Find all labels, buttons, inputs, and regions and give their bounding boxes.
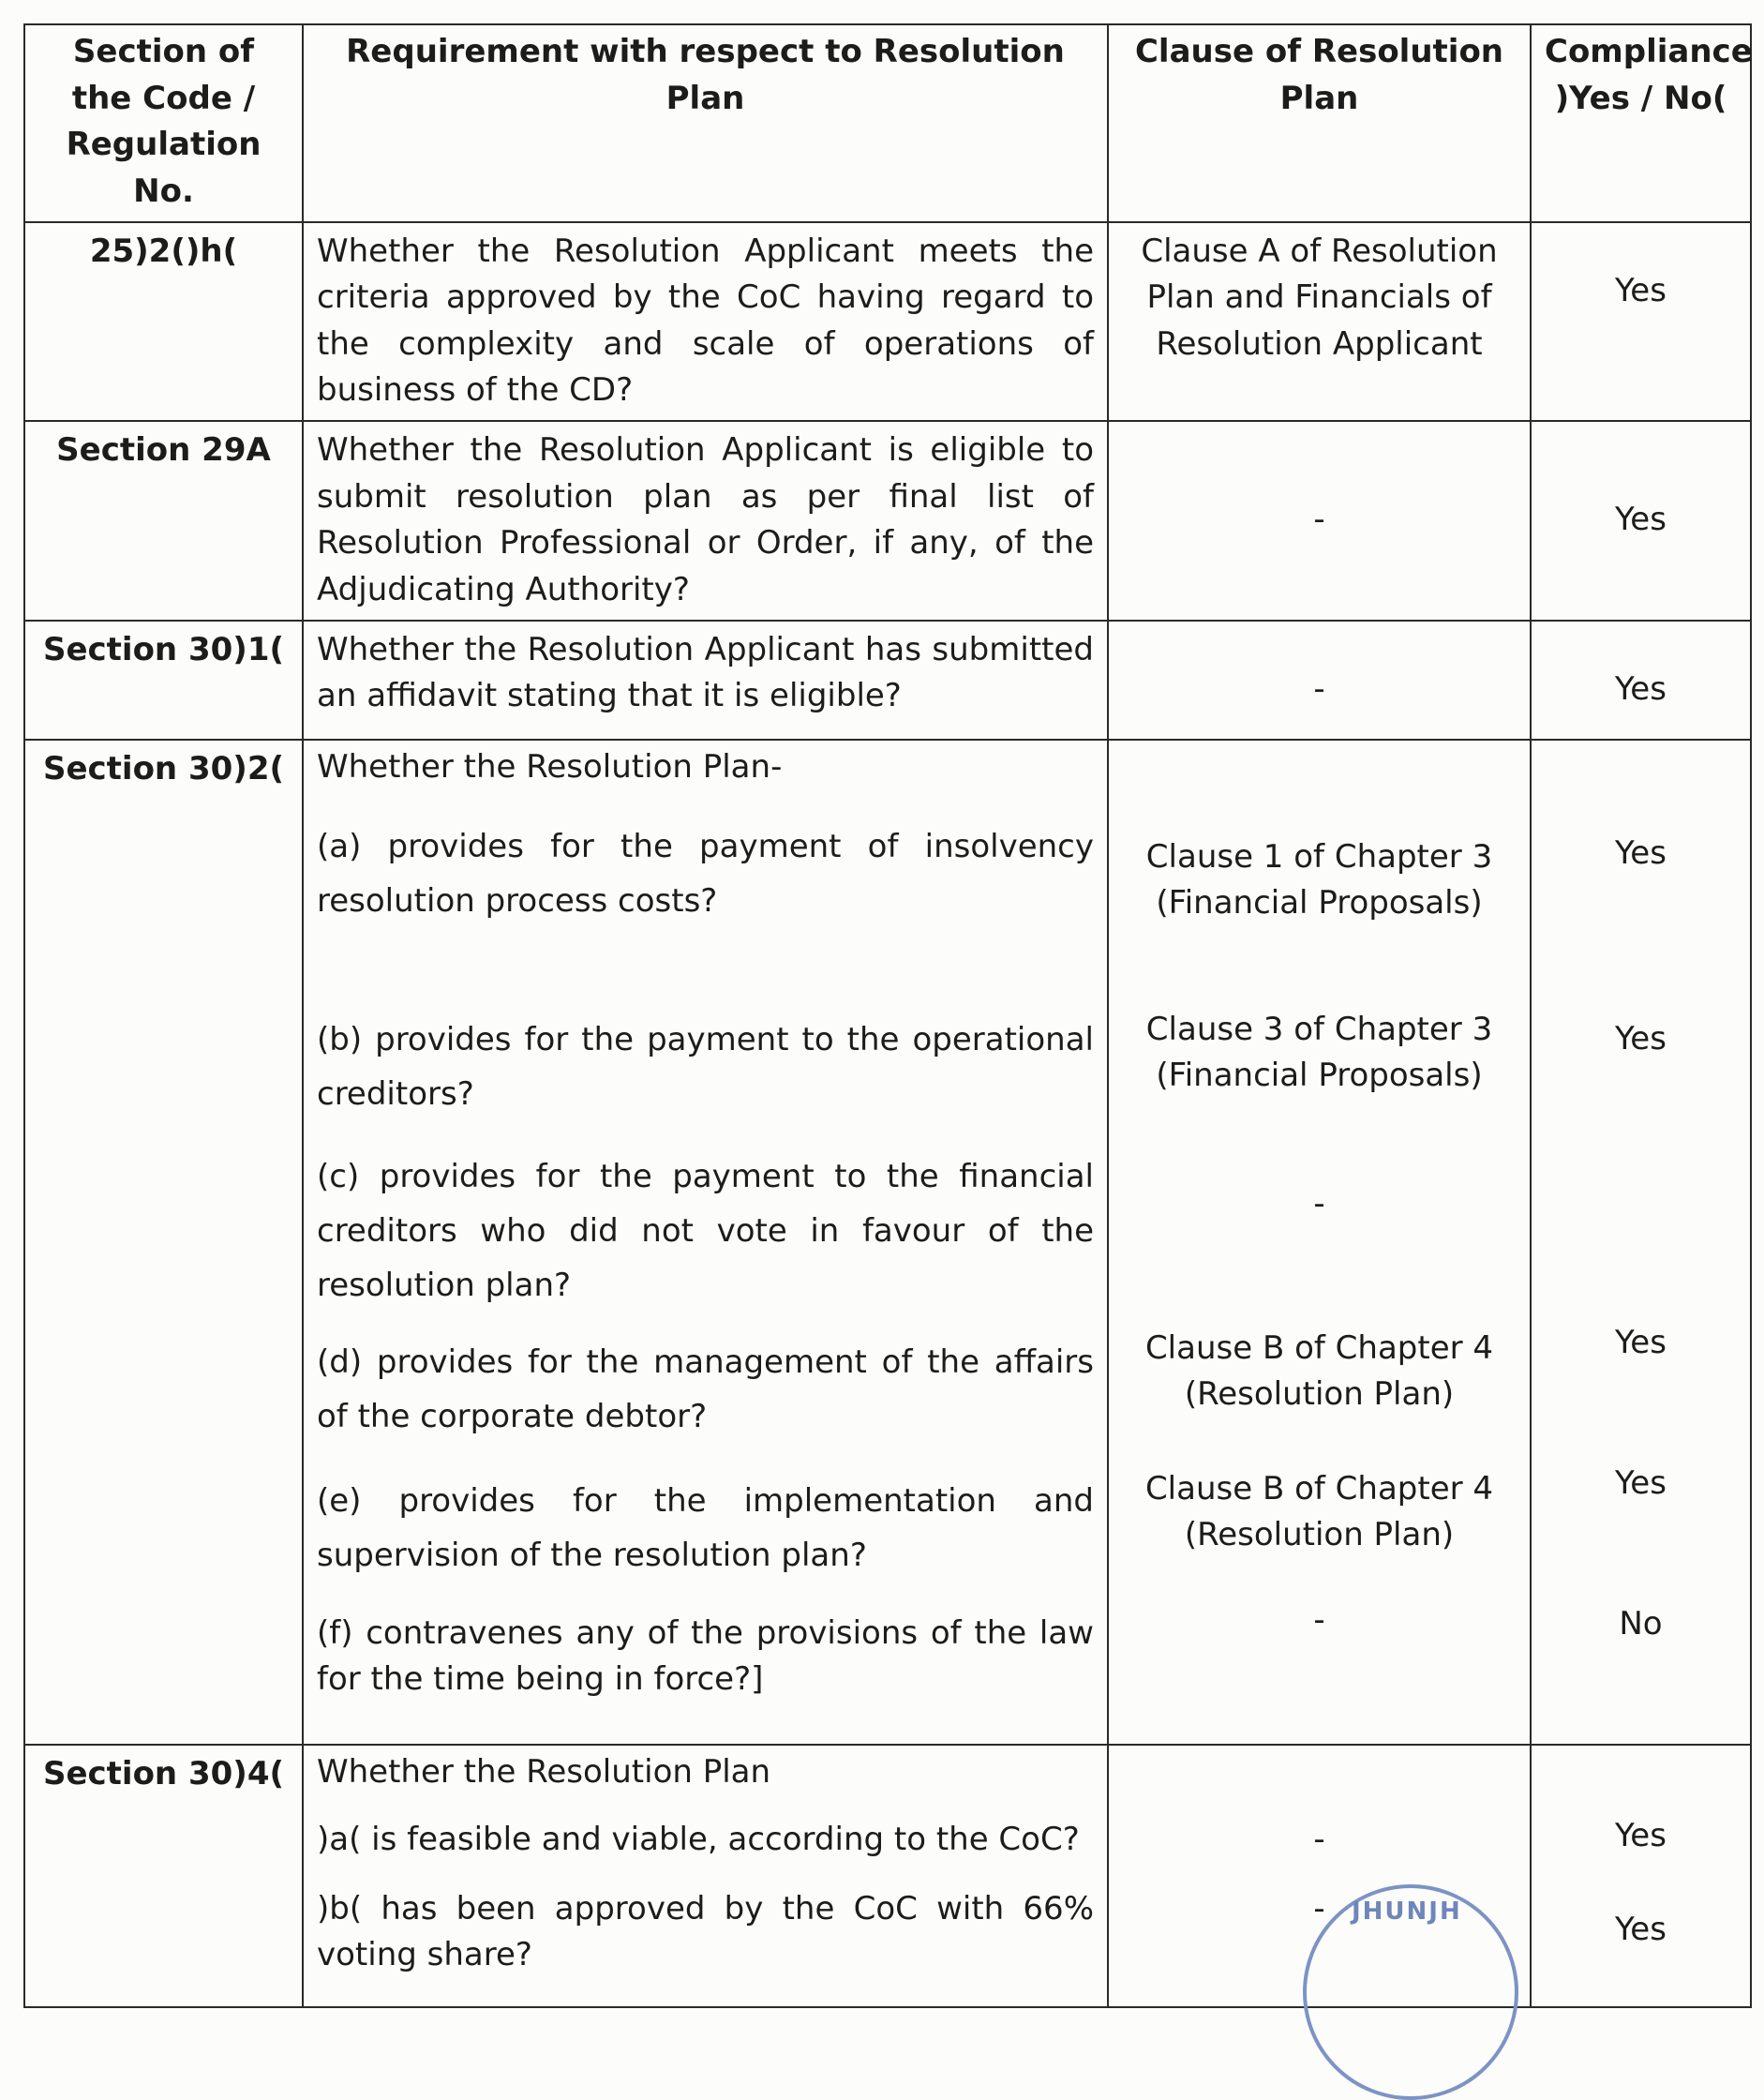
compliance-c [1545,1132,1737,1320]
header-row [24,24,1751,222]
clause-b: - [1313,1889,1325,1928]
compliance-d: Yes [1615,1323,1667,1361]
compliance-a: Yes [1615,1816,1667,1854]
row-requirement: Whether the Resolution Applicant is eligible to submit resolution plan as per final list of Resolution Professional or Order, if any, of the Adjudicating Authority? [303,421,1108,621]
clause-f: - [1313,1600,1325,1639]
clause-b: Clause 3 of Chapter 3 (Financial Proposals) [1145,1010,1493,1095]
row-compliance [1531,222,1751,422]
list-item-c: (c) provides for the payment to the financial creditors who did not vote in favour of the resolution plan? [317,1157,1094,1305]
clause-c: - [1313,1184,1325,1222]
row-requirement-list [303,740,1108,1745]
row-compliance [1531,621,1751,740]
list-item-f: (f) contravenes any of the provisions of the law for the time being in force?] [317,1613,1094,1699]
header-section: Section of the Code / Regulation No. [24,24,303,222]
compliance-table [23,23,1752,2008]
list-item-a: (a) provides for the payment of insolvency resolution process costs? [317,827,1094,920]
list-item-b: (b) provides for the payment to the operational creditors? [317,1020,1094,1113]
header-clause: Clause of Resolution Plan [1108,24,1531,222]
row-compliance-list [1531,740,1751,1745]
compliance-b: Yes [1615,1910,1667,1948]
row-compliance-list [1531,1745,1751,2007]
list-intro: Whether the Resolution Plan [317,1752,771,1791]
compliance-f: No [1619,1604,1663,1642]
row-clause: Clause A of Resolution Plan and Financials of Resolution Applicant [1108,222,1531,422]
table-row [24,621,1751,740]
row-clause-list [1108,740,1531,1745]
compliance-spacer [1545,741,1737,831]
list-item-d: (d) provides for the management of the affairs of the corporate debtor? [317,1342,1094,1435]
list-item-a: )a( is feasible and viable, according to the CoC? [317,1820,1080,1858]
table-row [24,222,1751,422]
list-intro: Whether the Resolution Plan- [317,747,783,786]
compliance-spacer [1545,1746,1737,1813]
row-section: Section 29A [24,421,303,621]
list-item-b: )b( has been approved by the CoC with 66% voting share? [317,1889,1094,1974]
clause-a: Clause 1 of Chapter 3 (Financial Proposals) [1145,837,1493,922]
header-compliance: Compliance )Yes / No( [1531,24,1751,222]
row-requirement: Whether the Resolution Applicant has submitted an affidavit stating that it is eligible? [303,621,1108,740]
row-compliance-value: Yes [1615,669,1667,708]
row-compliance-value: Yes [1615,271,1667,309]
row-section: Section 30)1( [24,621,303,740]
row-requirement-list [303,1745,1108,2007]
compliance-a: Yes [1615,833,1667,872]
table-row [24,740,1751,1745]
clause-e: Clause B of Chapter 4 (Resolution Plan) [1144,1469,1494,1554]
compliance-e: Yes [1615,1463,1667,1502]
row-section: Section 30)2( [24,740,303,1745]
row-clause [1108,621,1531,740]
compliance-b: Yes [1615,1019,1667,1058]
row-requirement: Whether the Resolution Applicant meets the criteria approved by the CoC having regard to the complexity and scale of operations of business of the CD? [303,222,1108,422]
list-item-e: (e) provides for the implementation and supervision of the resolution plan? [317,1481,1094,1574]
table-row [24,421,1751,621]
header-requirement: Requirement with respect to Resolution Plan [303,24,1108,222]
row-section: Section 30)4( [24,1745,303,2007]
clause-a: - [1313,1820,1325,1858]
row-compliance: Yes [1531,421,1751,621]
clause-d: Clause B of Chapter 4 (Resolution Plan) [1144,1328,1494,1414]
row-clause-value: - [1313,669,1325,708]
clause-spacer [1122,1746,1517,1817]
row-section: 25)2()h( [24,222,303,422]
row-clause: - [1108,421,1531,621]
seal-stamp-text: JHUNJH [1352,1898,1462,1926]
clause-spacer [1122,741,1517,834]
